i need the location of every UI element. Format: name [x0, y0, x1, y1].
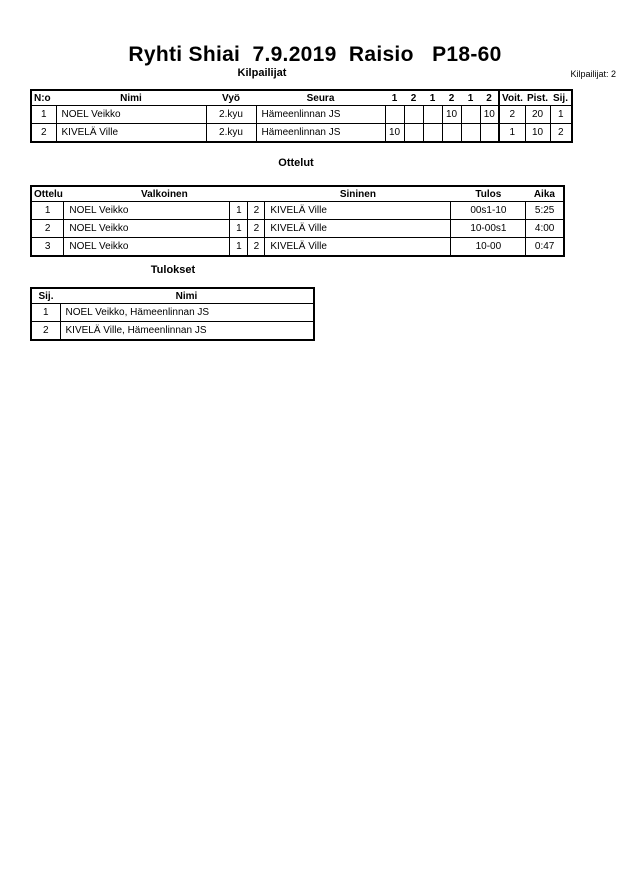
- cell-time: 0:47: [526, 238, 564, 257]
- cell-white-no: 1: [230, 202, 248, 220]
- table-row: [31, 124, 572, 143]
- col-header-no: N:o: [31, 90, 56, 106]
- col-header-match5: 1: [461, 90, 480, 106]
- cell-voit: 2: [499, 106, 525, 124]
- cell-match-no: 2: [31, 220, 64, 238]
- col-header-voit: Voit.: [499, 90, 525, 106]
- ottelut-section-title: Ottelut: [278, 157, 314, 169]
- cell-white-no: 1: [230, 220, 248, 238]
- ottelut-table: [30, 185, 565, 257]
- col-header-sij: Sij.: [550, 90, 572, 106]
- ottelut-header-row: [31, 186, 564, 202]
- col-header-ottelu: Ottelu: [31, 186, 64, 202]
- col-header-match1: 1: [385, 90, 404, 106]
- cell-result: 10-00: [451, 238, 526, 257]
- col-header-pist: Pist.: [525, 90, 550, 106]
- col-header-aika: Aika: [526, 186, 564, 202]
- col-header-seura: Seura: [256, 90, 385, 106]
- table-row: [31, 238, 564, 257]
- cell-score1: [385, 106, 404, 124]
- cell-score5: [461, 106, 480, 124]
- col-header-valkoinen: Valkoinen: [64, 186, 265, 202]
- cell-white-name: NOEL Veikko: [64, 202, 230, 220]
- tulokset-section-title: Tulokset: [150, 264, 196, 276]
- cell-voit: 1: [499, 124, 525, 143]
- col-header-match4: 2: [442, 90, 461, 106]
- cell-score5: [461, 124, 480, 143]
- cell-pist: 10: [525, 124, 550, 143]
- cell-blue-no: 2: [248, 220, 265, 238]
- cell-score3: [423, 124, 442, 143]
- cell-no: 1: [31, 106, 56, 124]
- cell-blue-name: KIVELÄ Ville: [265, 220, 451, 238]
- cell-match-no: 1: [31, 202, 64, 220]
- cell-score3: [423, 106, 442, 124]
- cell-blue-name: KIVELÄ Ville: [265, 202, 451, 220]
- tulokset-header-row: [31, 288, 314, 304]
- col-header-nimi: Nimi: [60, 288, 314, 304]
- cell-nimi: KIVELÄ Ville: [56, 124, 206, 143]
- cell-score6: 10: [480, 106, 499, 124]
- tulokset-table: [30, 287, 315, 341]
- cell-white-no: 1: [230, 238, 248, 257]
- kilpailijat-section-title: Kilpailijat: [237, 67, 287, 79]
- col-header-sij: Sij.: [31, 288, 60, 304]
- cell-placement: 2: [31, 322, 60, 341]
- cell-white-name: NOEL Veikko: [64, 220, 230, 238]
- cell-placement: 1: [31, 304, 60, 322]
- table-row: [31, 304, 314, 322]
- cell-result: 10-00s1: [451, 220, 526, 238]
- col-header-match6: 2: [480, 90, 499, 106]
- cell-score4: 10: [442, 106, 461, 124]
- table-row: [31, 106, 572, 124]
- cell-seura: Hämeenlinnan JS: [256, 106, 385, 124]
- cell-blue-no: 2: [248, 202, 265, 220]
- cell-white-name: NOEL Veikko: [64, 238, 230, 257]
- table-row: [31, 220, 564, 238]
- col-header-tulos: Tulos: [451, 186, 526, 202]
- cell-score6: [480, 124, 499, 143]
- col-header-vyo: Vyö: [206, 90, 256, 106]
- cell-blue-no: 2: [248, 238, 265, 257]
- cell-score1: 10: [385, 124, 404, 143]
- cell-competitor: NOEL Veikko, Hämeenlinnan JS: [60, 304, 314, 322]
- cell-sij: 2: [550, 124, 572, 143]
- cell-match-no: 3: [31, 238, 64, 257]
- kilpailijat-header-row: [31, 90, 572, 106]
- table-row: [31, 202, 564, 220]
- cell-score4: [442, 124, 461, 143]
- col-header-sininen: Sininen: [265, 186, 451, 202]
- competitor-count-label: Kilpailijat: 2: [570, 69, 616, 79]
- cell-pist: 20: [525, 106, 550, 124]
- kilpailijat-table: [30, 89, 573, 143]
- cell-competitor: KIVELÄ Ville, Hämeenlinnan JS: [60, 322, 314, 341]
- col-header-nimi: Nimi: [56, 90, 206, 106]
- cell-time: 4:00: [526, 220, 564, 238]
- cell-nimi: NOEL Veikko: [56, 106, 206, 124]
- cell-result: 00s1-10: [451, 202, 526, 220]
- cell-blue-name: KIVELÄ Ville: [265, 238, 451, 257]
- cell-score2: [404, 106, 423, 124]
- cell-vyo: 2.kyu: [206, 124, 256, 143]
- col-header-match2: 2: [404, 90, 423, 106]
- cell-vyo: 2.kyu: [206, 106, 256, 124]
- table-row: [31, 322, 314, 341]
- cell-no: 2: [31, 124, 56, 143]
- col-header-match3: 1: [423, 90, 442, 106]
- cell-time: 5:25: [526, 202, 564, 220]
- cell-seura: Hämeenlinnan JS: [256, 124, 385, 143]
- page-title: Ryhti Shiai 7.9.2019 Raisio P18-60: [128, 43, 502, 66]
- cell-sij: 1: [550, 106, 572, 124]
- cell-score2: [404, 124, 423, 143]
